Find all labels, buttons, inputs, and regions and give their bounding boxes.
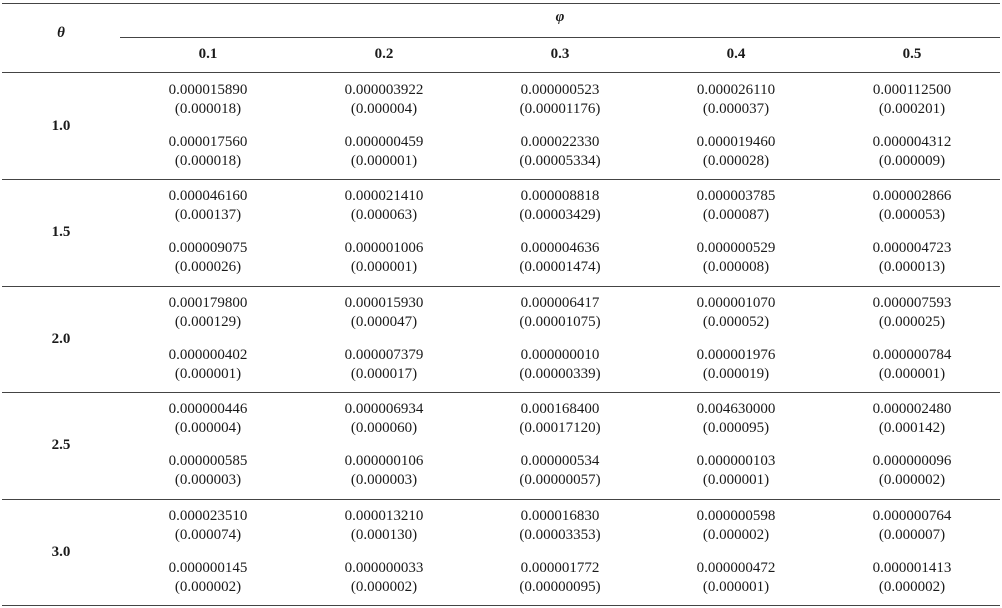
- cell-value: 0.000179800: [168, 294, 248, 311]
- table-cell: [120, 346, 296, 384]
- cell-value: 0.000000764: [872, 507, 952, 524]
- cell-error: (0.000013): [878, 259, 946, 276]
- cell-error: (0.000095): [702, 420, 770, 437]
- cell-error: (0.000001): [174, 365, 242, 382]
- cell-error: (0.000074): [174, 526, 242, 543]
- cell-value: 0.000000523: [520, 82, 600, 98]
- cell-value: 0.000001976: [696, 346, 776, 363]
- cell-value: 0.000006934: [344, 401, 424, 418]
- table-cell: [824, 400, 1000, 438]
- table-cell: [120, 294, 296, 332]
- header-rule: [2, 72, 1000, 73]
- cell-value: 0.000000784: [872, 346, 952, 363]
- table-cell: [472, 239, 648, 277]
- cell-error: (0.000018): [174, 153, 242, 169]
- cell-value: 0.000003922: [344, 82, 424, 98]
- cell-error: (0.000002): [702, 526, 770, 543]
- cell-error: (0.000129): [174, 313, 242, 330]
- theta-value: 1.5: [51, 224, 71, 241]
- cell-error: (0.000007): [878, 526, 946, 543]
- cell-error: (0.00003429): [519, 207, 601, 224]
- cell-error: (0.000130): [350, 526, 418, 543]
- table-cell: [472, 507, 648, 545]
- cell-value: 0.004630000: [696, 401, 776, 418]
- cell-error: (0.000001): [702, 578, 770, 595]
- table-cell: [120, 559, 296, 597]
- cell-value: 0.000004312: [872, 134, 952, 150]
- table-cell: [120, 507, 296, 545]
- cell-value: 0.000015930: [344, 294, 424, 311]
- cell-value: 0.000009075: [168, 240, 248, 257]
- table-cell: [296, 346, 472, 384]
- group-rule: [2, 499, 1000, 500]
- table-cell: [824, 346, 1000, 384]
- cell-value: 0.000017560: [168, 134, 248, 150]
- group-rule: [2, 179, 1000, 180]
- cell-error: (0.00001075): [519, 313, 601, 330]
- cell-error: (0.000028): [702, 153, 770, 169]
- table-cell: [296, 133, 472, 171]
- phi-rule: [120, 37, 1000, 38]
- table-cell: [648, 559, 824, 597]
- table-cell: [120, 239, 296, 277]
- cell-error: (0.000001): [702, 472, 770, 489]
- cell-error: (0.00005334): [519, 153, 601, 169]
- table-cell: [472, 81, 648, 119]
- group-rule: [2, 605, 1000, 606]
- cell-value: 0.000000033: [344, 559, 424, 576]
- cell-value: 0.000003785: [696, 188, 776, 205]
- table-cell: [472, 559, 648, 597]
- table-cell: [472, 294, 648, 332]
- table-cell: [472, 346, 648, 384]
- table-cell: [648, 400, 824, 438]
- cell-value: 0.000000598: [696, 507, 776, 524]
- table-cell: [648, 239, 824, 277]
- cell-error: (0.000060): [350, 420, 418, 437]
- cell-value: 0.000026110: [696, 82, 776, 98]
- cell-error: (0.00000095): [519, 578, 601, 595]
- column-header: 0.1: [198, 46, 218, 62]
- table-cell: [296, 507, 472, 545]
- cell-value: 0.000007593: [872, 294, 952, 311]
- cell-error: (0.000008): [702, 259, 770, 276]
- cell-error: (0.000063): [350, 207, 418, 224]
- table-cell: [648, 81, 824, 119]
- column-header: 0.4: [726, 46, 746, 62]
- table-cell: [824, 81, 1000, 119]
- cell-value: 0.000000534: [520, 453, 600, 470]
- table-cell: [120, 400, 296, 438]
- cell-error: (0.000003): [350, 472, 418, 489]
- cell-value: 0.000001006: [344, 240, 424, 257]
- table-cell: [296, 239, 472, 277]
- cell-error: (0.000002): [174, 578, 242, 595]
- cell-value: 0.000008818: [520, 188, 600, 205]
- cell-error: (0.00001474): [519, 259, 601, 276]
- table-cell: [472, 452, 648, 490]
- theta-header: θ: [57, 25, 65, 41]
- table-cell: [648, 294, 824, 332]
- cell-value: 0.000007379: [344, 346, 424, 363]
- cell-error: (0.000087): [702, 207, 770, 224]
- cell-error: (0.000047): [350, 313, 418, 330]
- theta-value: 3.0: [51, 543, 71, 560]
- cell-value: 0.000000106: [344, 453, 424, 470]
- table-cell: [648, 133, 824, 171]
- table-cell: [824, 187, 1000, 225]
- cell-error: (0.000018): [174, 101, 242, 117]
- theta-value: 2.5: [51, 437, 71, 454]
- cell-value: 0.000001772: [520, 559, 600, 576]
- cell-value: 0.000000446: [168, 401, 248, 418]
- table-cell: [824, 452, 1000, 490]
- cell-value: 0.000000472: [696, 559, 776, 576]
- cell-error: (0.000001): [350, 153, 418, 169]
- cell-value: 0.000001413: [872, 559, 952, 576]
- table-cell: [648, 452, 824, 490]
- cell-error: (0.000026): [174, 259, 242, 276]
- table-cell: [296, 452, 472, 490]
- cell-value: 0.000019460: [696, 134, 776, 150]
- table-cell: [824, 294, 1000, 332]
- column-header: 0.3: [550, 46, 570, 62]
- table-cell: [472, 400, 648, 438]
- cell-value: 0.000000402: [168, 346, 248, 363]
- table-cell: [648, 507, 824, 545]
- cell-value: 0.000023510: [168, 507, 248, 524]
- table-cell: [296, 559, 472, 597]
- cell-error: (0.000002): [878, 578, 946, 595]
- table-cell: [296, 400, 472, 438]
- table-cell: [472, 133, 648, 171]
- table-cell: [296, 187, 472, 225]
- theta-value: 2.0: [51, 330, 71, 347]
- cell-error: (0.000004): [174, 420, 242, 437]
- cell-value: 0.000001070: [696, 294, 776, 311]
- table-cell: [824, 559, 1000, 597]
- cell-value: 0.000000145: [168, 559, 248, 576]
- cell-value: 0.000022330: [520, 134, 600, 150]
- cell-value: 0.000000103: [696, 453, 776, 470]
- table-cell: [120, 133, 296, 171]
- top-rule: [2, 3, 1000, 4]
- cell-value: 0.000046160: [168, 188, 248, 205]
- table-cell: [824, 133, 1000, 171]
- table-cell: [824, 507, 1000, 545]
- cell-value: 0.000168400: [520, 401, 600, 418]
- cell-error: (0.000004): [350, 101, 418, 117]
- group-rule: [2, 286, 1000, 287]
- cell-error: (0.000019): [702, 365, 770, 382]
- cell-value: 0.000000010: [520, 346, 600, 363]
- cell-error: (0.00017120): [519, 420, 601, 437]
- cell-value: 0.000000585: [168, 453, 248, 470]
- cell-error: (0.000142): [878, 420, 946, 437]
- cell-value: 0.000016830: [520, 507, 600, 524]
- cell-error: (0.000003): [174, 472, 242, 489]
- cell-value: 0.000004636: [520, 240, 600, 257]
- cell-error: (0.000025): [878, 313, 946, 330]
- cell-value: 0.000000529: [696, 240, 776, 257]
- table-cell: [296, 294, 472, 332]
- cell-value: 0.000004723: [872, 240, 952, 257]
- column-header: 0.5: [902, 46, 922, 62]
- cell-value: 0.000015890: [168, 82, 248, 98]
- column-header: 0.2: [374, 46, 394, 62]
- cell-value: 0.000000459: [344, 134, 424, 150]
- table-cell: [296, 81, 472, 119]
- cell-error: (0.000001): [878, 365, 946, 382]
- cell-error: (0.000017): [350, 365, 418, 382]
- cell-value: 0.000002480: [872, 401, 952, 418]
- table-cell: [472, 187, 648, 225]
- cell-error: (0.000001): [350, 259, 418, 276]
- cell-error: (0.000002): [350, 578, 418, 595]
- cell-error: (0.000009): [878, 153, 946, 169]
- cell-error: (0.00000339): [519, 365, 601, 382]
- cell-error: (0.000137): [174, 207, 242, 224]
- cell-error: (0.000002): [878, 472, 946, 489]
- phi-group-header: φ: [555, 9, 565, 25]
- table-cell: [648, 346, 824, 384]
- cell-error: (0.00003353): [519, 526, 601, 543]
- table-cell: [120, 187, 296, 225]
- cell-error: (0.000053): [878, 207, 946, 224]
- cell-value: 0.000112500: [872, 82, 952, 98]
- cell-error: (0.000201): [878, 101, 946, 117]
- cell-error: (0.00001176): [519, 101, 601, 117]
- cell-value: 0.000000096: [872, 453, 952, 470]
- cell-error: (0.00000057): [519, 472, 601, 489]
- theta-value: 1.0: [51, 118, 71, 134]
- table-cell: [648, 187, 824, 225]
- group-rule: [2, 392, 1000, 393]
- table-cell: [824, 239, 1000, 277]
- cell-value: 0.000006417: [520, 294, 600, 311]
- cell-value: 0.000021410: [344, 188, 424, 205]
- table-cell: [120, 81, 296, 119]
- cell-value: 0.000013210: [344, 507, 424, 524]
- table-cell: [120, 452, 296, 490]
- cell-value: 0.000002866: [872, 188, 952, 205]
- cell-error: (0.000037): [702, 101, 770, 117]
- cell-error: (0.000052): [702, 313, 770, 330]
